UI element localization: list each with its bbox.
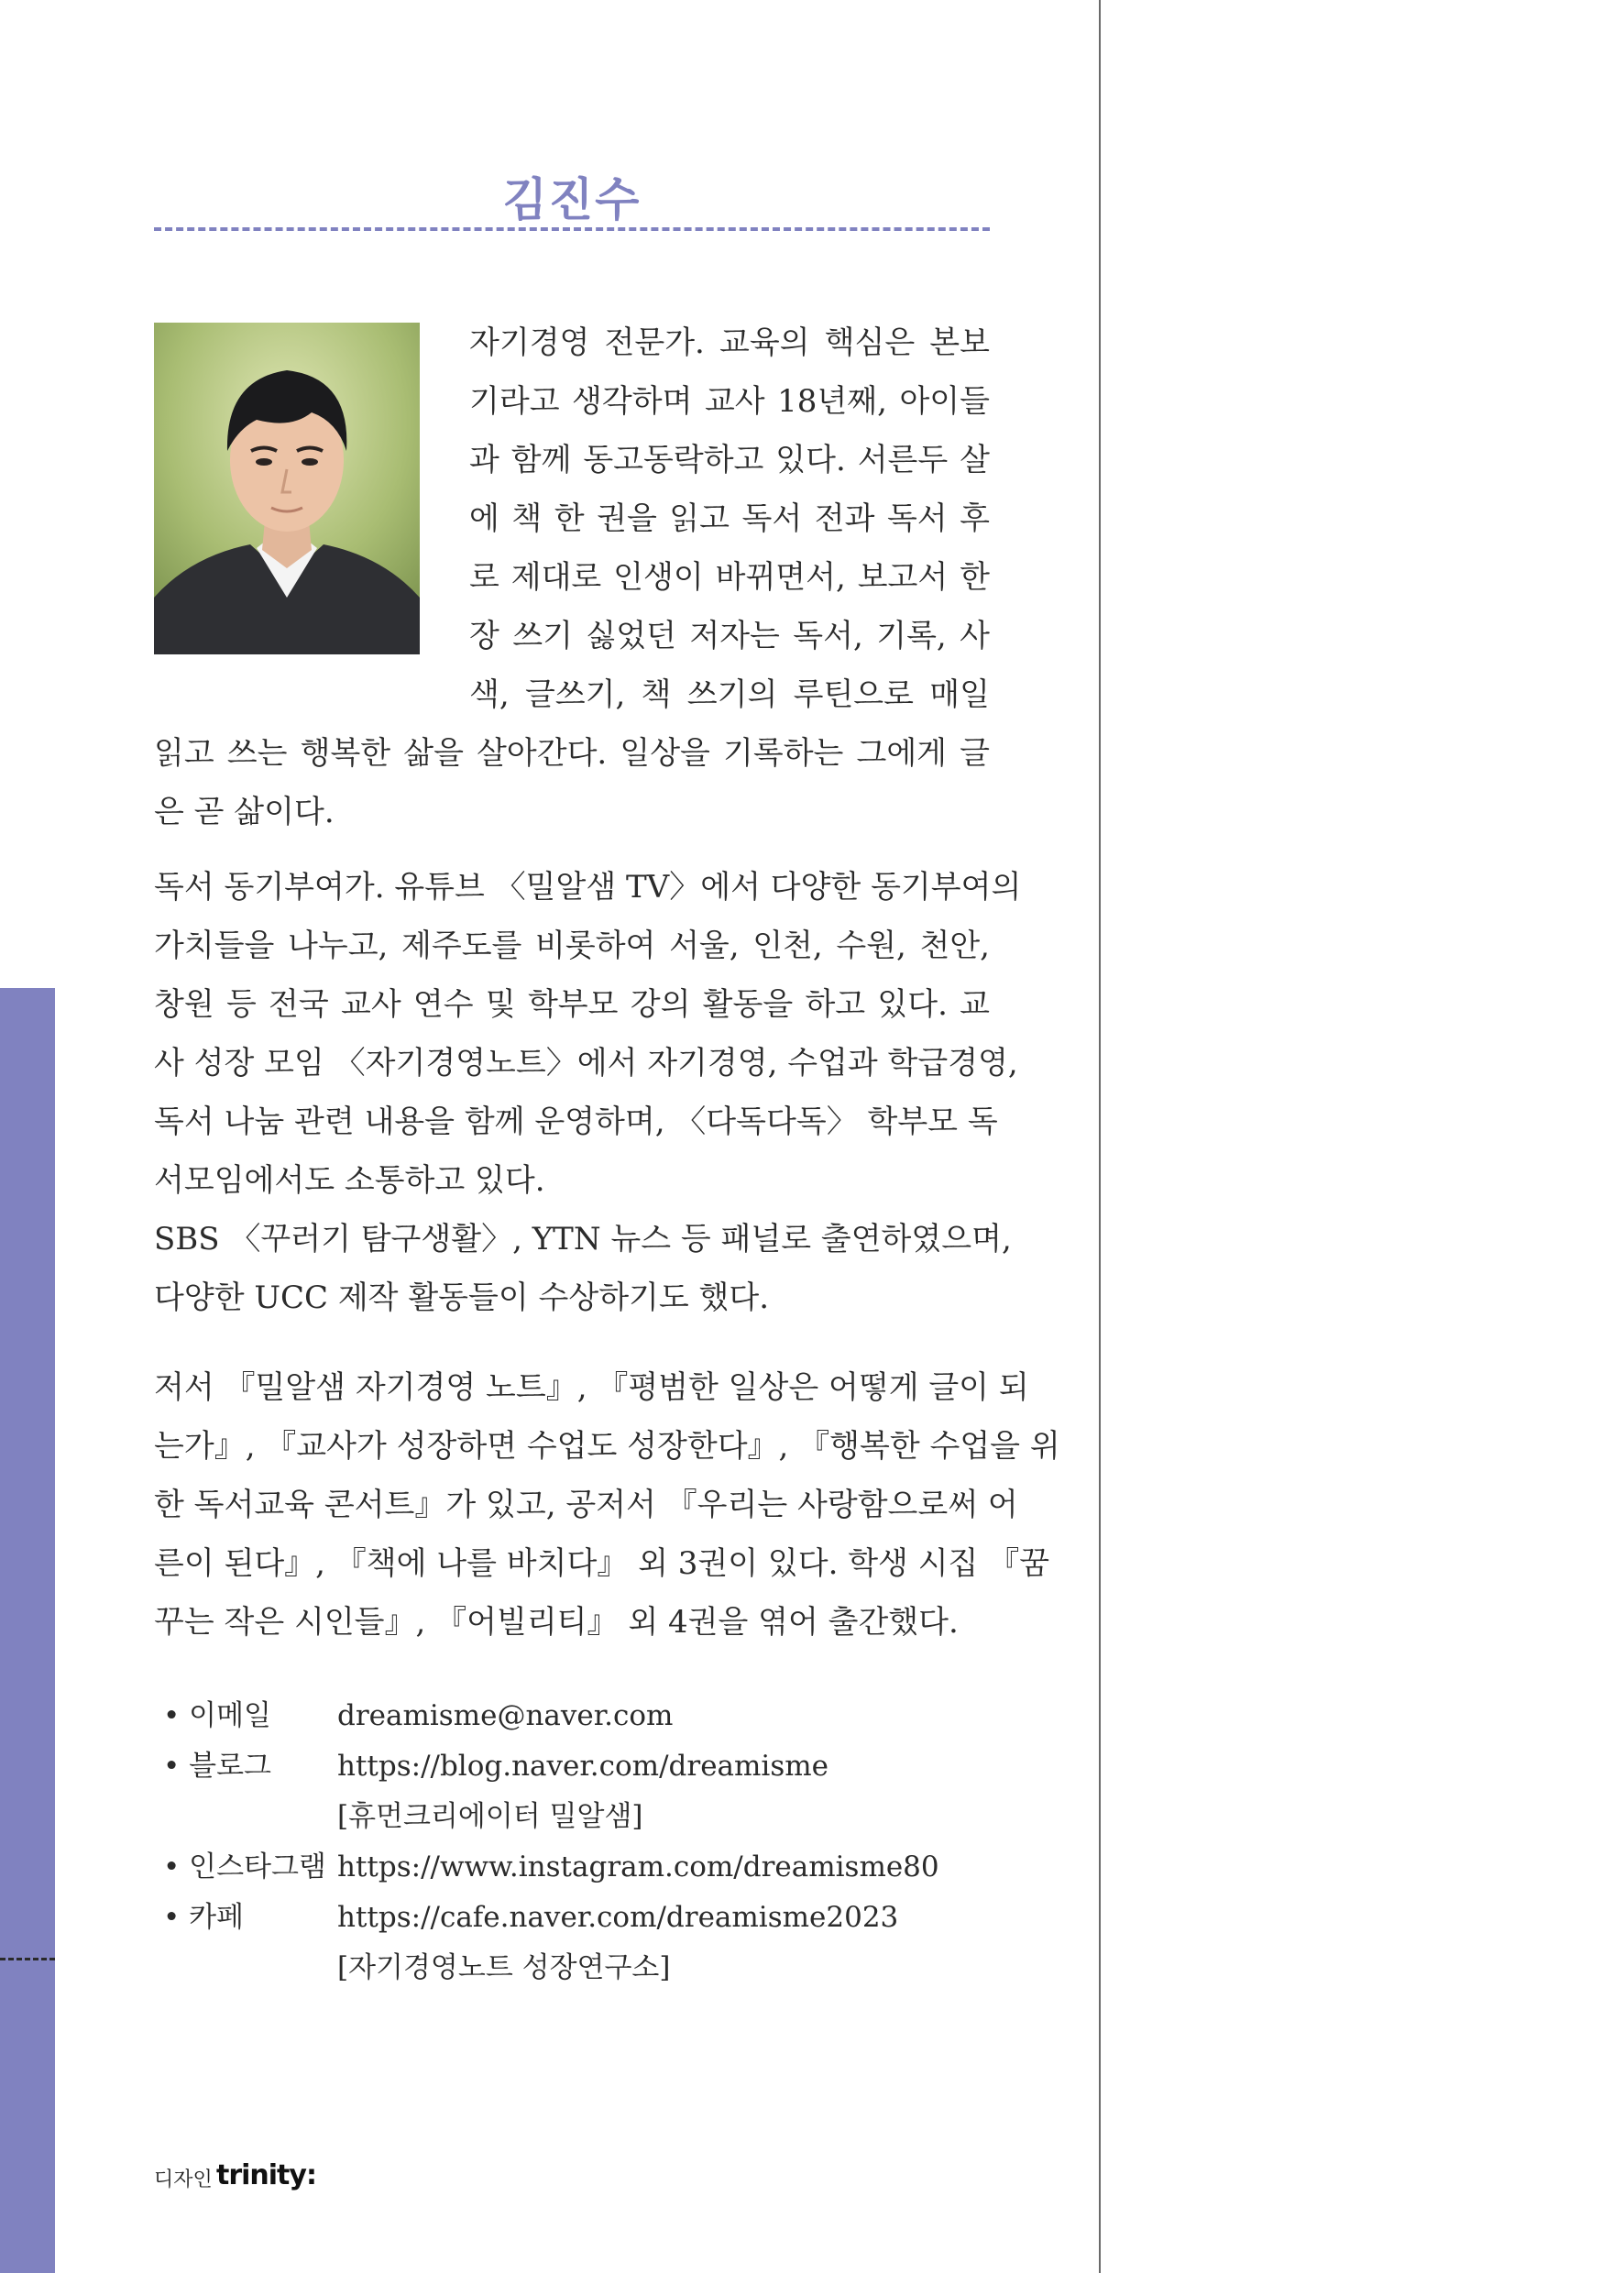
text-line: 기라고 생각하며 교사 18년째, 아이들 <box>469 383 990 420</box>
author-photo <box>154 323 420 654</box>
contact-label: • 카페 <box>163 1901 245 1934</box>
contact-row-blog <box>154 1741 990 1792</box>
blog-name: [휴먼크리에이터 밀알샘] <box>337 1800 643 1833</box>
text-line: 는가』, 『교사가 성장하면 수업도 성장한다』, 『행복한 수업을 위 <box>154 1428 1060 1465</box>
text-line: 장 쓰기 싫었던 저자는 독서, 기록, 사 <box>469 618 990 654</box>
contact-row-instagram <box>154 1842 990 1893</box>
text-line: 로 제대로 인생이 바뀌면서, 보고서 한 <box>469 559 990 596</box>
blog-link[interactable]: https://blog.naver.com/dreamisme <box>337 1750 828 1783</box>
bio-books-paragraph <box>154 1358 1060 1652</box>
contact-label: • 이메일 <box>163 1699 271 1732</box>
bio-intro-continuation <box>154 724 990 841</box>
contact-label: • 블로그 <box>163 1750 271 1783</box>
contact-label: • 인스타그램 <box>163 1850 326 1883</box>
text-line: 독서 나눔 관련 내용을 함께 운영하며, 〈다독다독〉 학부모 독 <box>154 1104 998 1140</box>
text-line: 다양한 UCC 제작 활동들이 수상하기도 했다. <box>154 1279 770 1316</box>
author-name: 김진수 <box>502 172 642 226</box>
text-line: 가치들을 나누고, 제주도를 비롯하여 서울, 인천, 수원, 천안, <box>154 928 990 964</box>
text-line: 꾸는 작은 시인들』, 『어빌리티』 외 4권을 엮어 출간했다. <box>154 1604 959 1641</box>
text-line: 자기경영 전문가. 교육의 핵심은 본보 <box>469 324 990 361</box>
text-line: 저서 『밀알샘 자기경영 노트』, 『평범한 일상은 어떻게 글이 되 <box>154 1369 1029 1406</box>
bio-activity-paragraph <box>154 858 1022 1327</box>
contact-list <box>154 1691 990 1993</box>
text-line: 독서 동기부여가. 유튜브 〈밀알샘 TV〉에서 다양한 동기부여의 <box>154 869 1022 906</box>
text-line: 사 성장 모임 〈자기경영노트〉에서 자기경영, 수업과 학급경영, <box>154 1045 1018 1082</box>
text-line: 서모임에서도 소통하고 있다. <box>154 1162 545 1199</box>
contact-row-blog-name <box>154 1792 990 1842</box>
text-line: 색, 글쓰기, 책 쓰기의 루틴으로 매일 <box>469 676 990 713</box>
bio-intro-paragraph <box>469 313 990 724</box>
text-line: 은 곧 삶이다. <box>154 794 335 830</box>
contact-row-email <box>154 1691 990 1741</box>
text-line: 른이 된다』, 『책에 나를 바치다』 외 3권이 있다. 학생 시집 『꿈 <box>154 1545 1050 1582</box>
text-line: SBS 〈꾸러기 탐구생활〉, YTN 뉴스 등 패널로 출연하였으며, <box>154 1221 1012 1257</box>
contact-row-cafe <box>154 1893 990 1943</box>
cafe-link[interactable]: https://cafe.naver.com/dreamisme2023 <box>337 1901 899 1934</box>
side-dash-line <box>0 1958 55 1960</box>
trinity-logo-icon <box>216 2159 335 2191</box>
cafe-name: [자기경영노트 성장연구소] <box>337 1951 671 1984</box>
design-credit-label: 디자인 <box>154 2169 213 2191</box>
text-line: 읽고 쓰는 행복한 삶을 살아간다. 일상을 기록하는 그에게 글 <box>154 735 990 772</box>
brand-logo-text: trinity: <box>216 2159 316 2191</box>
page-fold-line <box>1099 0 1101 2273</box>
text-line: 과 함께 동고동락하고 있다. 서른두 살 <box>469 442 990 478</box>
email-link[interactable]: dreamisme@naver.com <box>337 1699 674 1732</box>
title-divider <box>154 227 990 231</box>
instagram-link[interactable]: https://www.instagram.com/dreamisme80 <box>337 1850 939 1883</box>
text-line: 창원 등 전국 교사 연수 및 학부모 강의 활동을 하고 있다. 교 <box>154 986 990 1023</box>
text-line: 에 책 한 권을 읽고 독서 전과 독서 후 <box>469 500 990 537</box>
side-accent-bar <box>0 988 55 2273</box>
text-line: 한 독서교육 콘서트』가 있고, 공저서 『우리는 사랑함으로써 어 <box>154 1487 1018 1523</box>
contact-row-cafe-name <box>154 1943 990 1993</box>
author-portrait-icon <box>154 323 420 654</box>
